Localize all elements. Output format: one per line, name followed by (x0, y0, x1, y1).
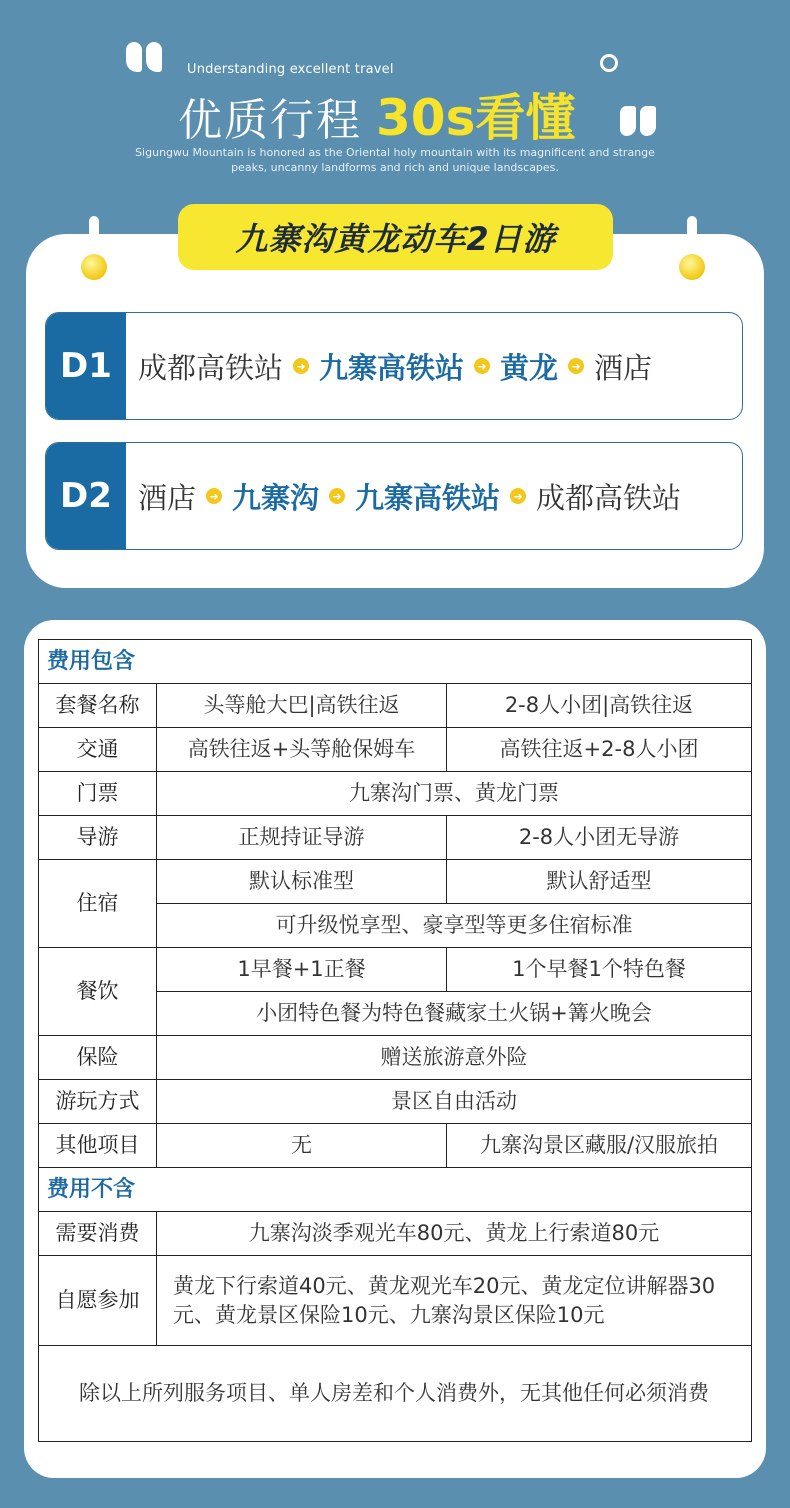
pin-decoration-left (81, 216, 107, 280)
table-row (39, 728, 752, 772)
table-cell: 景区自由活动 (157, 1080, 752, 1124)
table-cell: 九寨沟门票、黄龙门票 (157, 772, 752, 816)
fees-table (38, 639, 752, 1442)
header-description: Sigungwu Mountain is honored as the Oriental holy mountain with its magnificent and strange peaks, uncanny landforms and rich and unique landscapes. (135, 146, 655, 174)
table-cell: 赠送旅游意外险 (157, 1036, 752, 1080)
day-route (126, 346, 652, 387)
row-label: 其他项目 (39, 1124, 157, 1168)
table-cell: 头等舱大巴|高铁往返 (157, 684, 447, 728)
header-subtitle: Understanding excellent travel (187, 62, 394, 77)
route-stop: 酒店 (138, 480, 197, 515)
table-cell: 默认标准型 (157, 860, 447, 904)
table-cell: 2-8人小团|高铁往返 (447, 684, 752, 728)
table-row (39, 1168, 752, 1212)
section-title-excluded: 费用不含 (39, 1168, 752, 1212)
route-stop: 九寨高铁站 (355, 480, 501, 515)
table-row (39, 640, 752, 684)
footnote: 除以上所列服务项目、单人房差和个人消费外，无其他任何必须消费 (39, 1346, 752, 1442)
table-row (39, 948, 752, 992)
table-cell: 1早餐+1正餐 (157, 948, 447, 992)
table-cell: 可升级悦享型、豪享型等更多住宿标准 (157, 904, 752, 948)
table-cell: 小团特色餐为特色餐藏家土火锅+篝火晚会 (157, 992, 752, 1036)
table-row (39, 1346, 752, 1442)
route-stop: 黄龙 (500, 350, 559, 385)
circle-decoration (600, 54, 618, 72)
table-cell: 高铁往返+2-8人小团 (447, 728, 752, 772)
table-cell: 正规持证导游 (157, 816, 447, 860)
table-cell: 九寨沟淡季观光车80元、黄龙上行索道80元 (157, 1212, 752, 1256)
table-cell: 默认舒适型 (447, 860, 752, 904)
table-row (39, 684, 752, 728)
row-label: 游玩方式 (39, 1080, 157, 1124)
route-stop: 九寨沟 (232, 480, 320, 515)
arrow-right-icon: ➜ (293, 358, 309, 374)
day-route (126, 476, 681, 517)
header-title (178, 78, 575, 150)
arrow-right-icon: ➜ (474, 358, 490, 374)
day-badge: D2 (46, 443, 126, 549)
arrow-right-icon: ➜ (510, 488, 526, 504)
table-row (39, 860, 752, 904)
table-cell: 黄龙下行索道40元、黄龙观光车20元、黄龙定位讲解器30元、黄龙景区保险10元、九寨沟景区保险10元 (157, 1256, 752, 1346)
table-row (39, 1124, 752, 1168)
row-label: 门票 (39, 772, 157, 816)
row-label: 导游 (39, 816, 157, 860)
row-label: 自愿参加 (39, 1256, 157, 1346)
close-quote-icon (620, 106, 656, 136)
table-row (39, 772, 752, 816)
table-cell: 高铁往返+头等舱保姆车 (157, 728, 447, 772)
pin-decoration-right (679, 216, 705, 280)
route-stop: 九寨高铁站 (319, 350, 465, 385)
day-badge: D1 (46, 313, 126, 419)
row-label: 住宿 (39, 860, 157, 948)
table-row (39, 1256, 752, 1346)
arrow-right-icon: ➜ (568, 358, 584, 374)
row-label: 套餐名称 (39, 684, 157, 728)
row-label: 保险 (39, 1036, 157, 1080)
table-row (39, 816, 752, 860)
row-label: 交通 (39, 728, 157, 772)
table-row (39, 1036, 752, 1080)
table-row (39, 1080, 752, 1124)
route-stop: 成都高铁站 (536, 480, 682, 515)
route-stop: 成都高铁站 (138, 350, 284, 385)
route-stop: 酒店 (594, 350, 653, 385)
open-quote-icon (126, 42, 162, 72)
day-2-row (45, 442, 743, 550)
section-title-included: 费用包含 (39, 640, 752, 684)
table-cell: 无 (157, 1124, 447, 1168)
row-label: 餐饮 (39, 948, 157, 1036)
row-label: 需要消费 (39, 1212, 157, 1256)
tour-title: 九寨沟黄龙动车2日游 (178, 204, 613, 270)
arrow-right-icon: ➜ (329, 488, 345, 504)
table-cell: 九寨沟景区藏服/汉服旅拍 (447, 1124, 752, 1168)
table-cell: 1个早餐1个特色餐 (447, 948, 752, 992)
header-title-text: 优质行程 (178, 95, 362, 146)
day-1-row (45, 312, 743, 420)
arrow-right-icon: ➜ (206, 488, 222, 504)
table-row (39, 1212, 752, 1256)
header-title-highlight: 30s看懂 (376, 89, 576, 147)
table-cell: 2-8人小团无导游 (447, 816, 752, 860)
